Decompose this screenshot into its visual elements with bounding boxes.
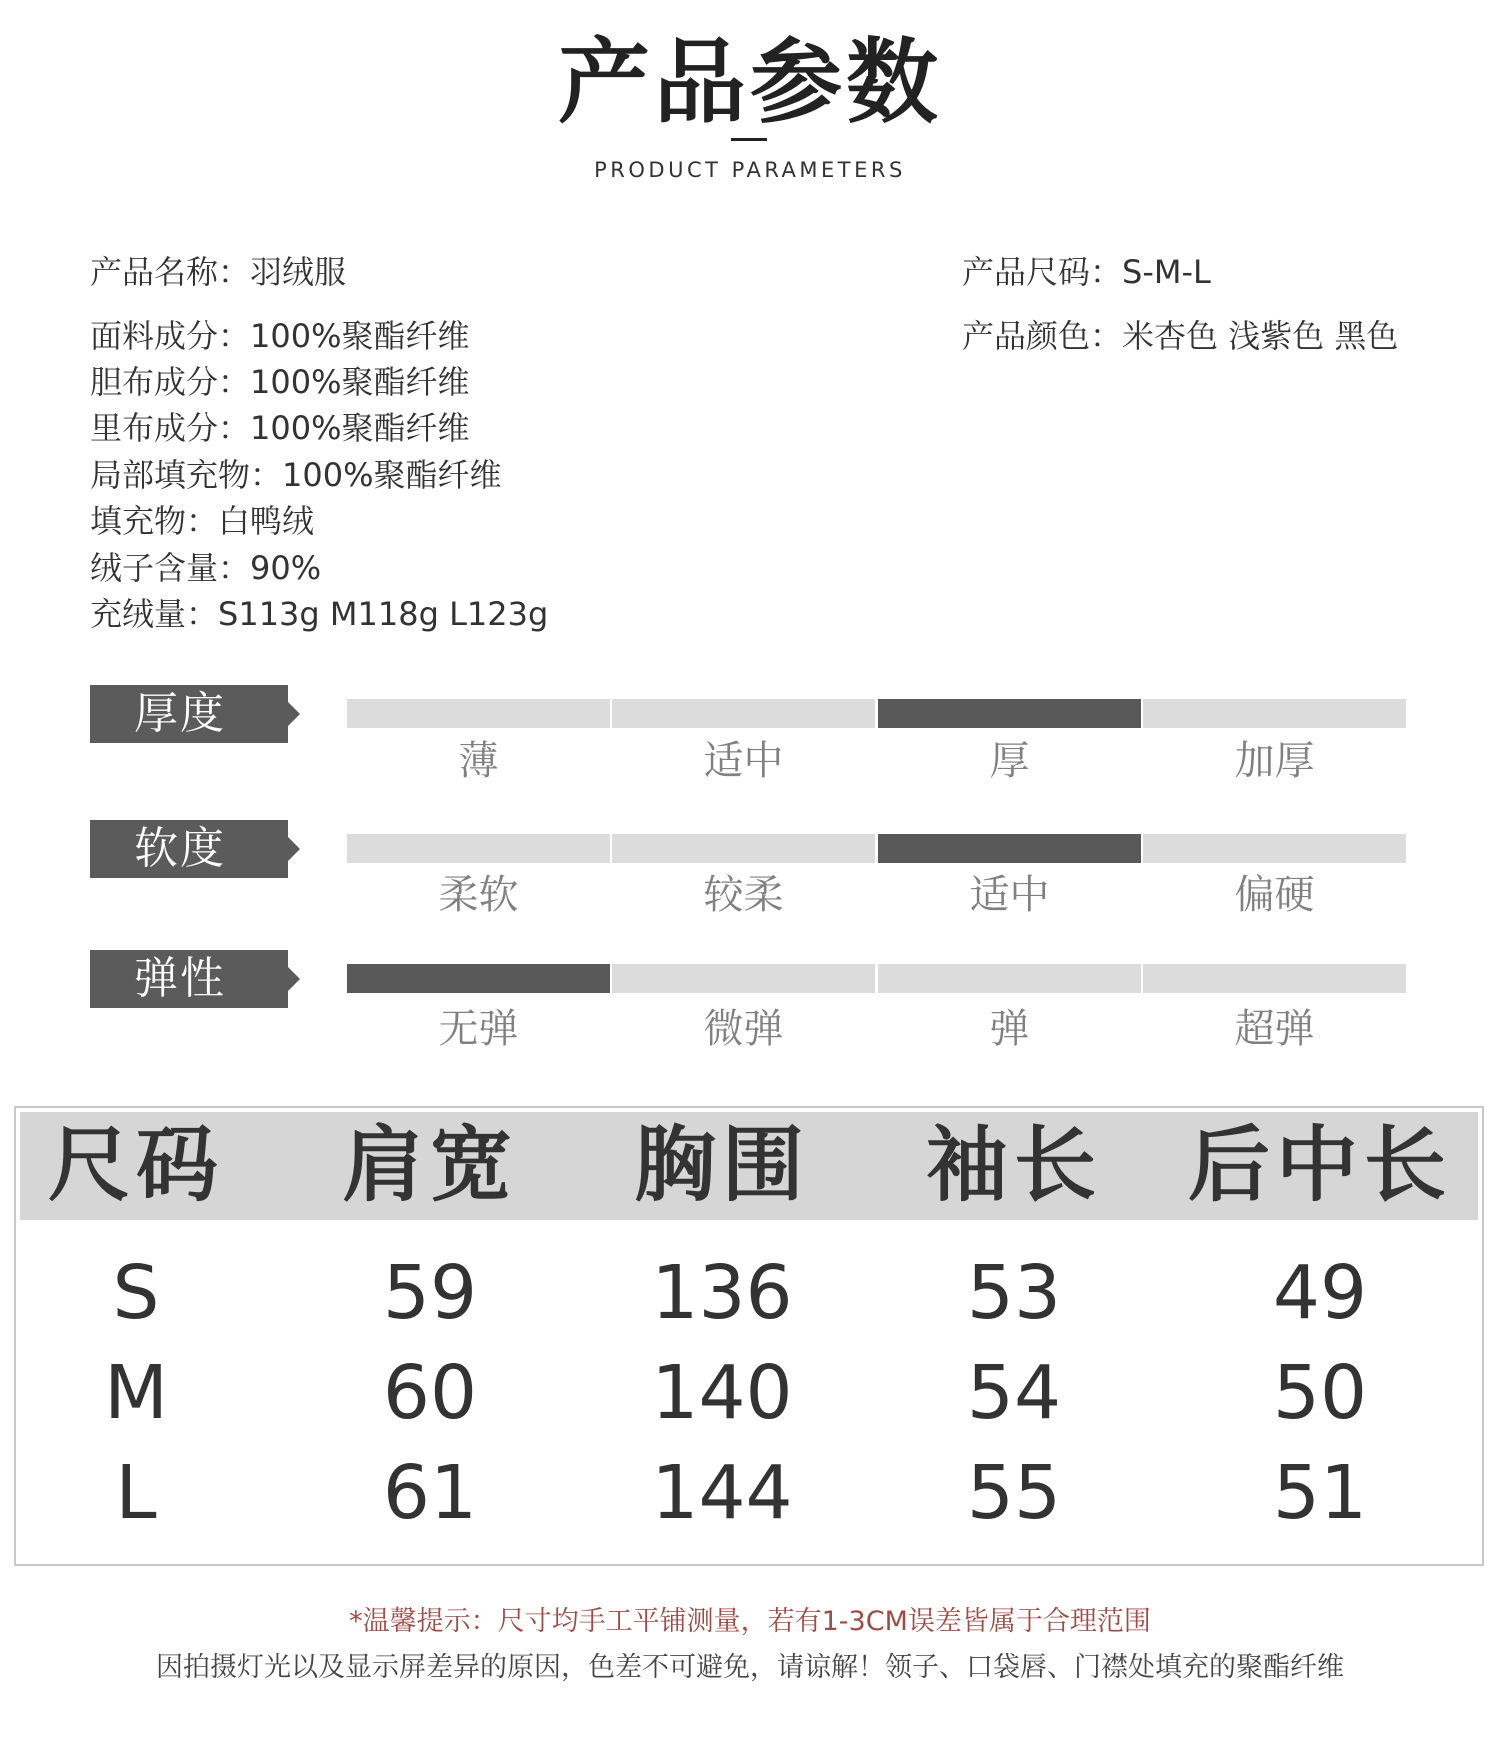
spec-key: 填充物： xyxy=(90,502,219,540)
rating-softness-label: 适中 xyxy=(969,872,1050,918)
page-title: 产品参数 xyxy=(557,29,942,136)
spec-partial-filling xyxy=(90,455,502,495)
rating-elasticity-segment xyxy=(347,964,610,993)
spec-value: S113g M118g L123g xyxy=(218,595,549,633)
rating-tag-thickness: 厚度 xyxy=(90,685,288,743)
size-table-cell: M xyxy=(104,1350,168,1436)
spec-key: 产品颜色： xyxy=(962,317,1123,355)
spec-product-name xyxy=(90,252,346,292)
size-table-cell: 55 xyxy=(966,1450,1062,1536)
size-table-header-shoulder: 肩宽 xyxy=(341,1118,518,1213)
size-table-cell: 61 xyxy=(382,1450,478,1536)
rating-thickness-segment xyxy=(347,699,610,728)
rating-elasticity-label: 超弹 xyxy=(1234,1006,1315,1052)
page-subtitle: PRODUCT PARAMETERS xyxy=(594,158,906,182)
spec-key: 局部填充物： xyxy=(90,456,283,494)
rating-thickness-label: 薄 xyxy=(458,738,499,784)
rating-softness-label: 柔软 xyxy=(438,872,519,918)
size-table-header-sleeve: 袖长 xyxy=(925,1118,1102,1213)
size-table-cell: 140 xyxy=(651,1350,793,1436)
spec-fabric xyxy=(90,316,470,356)
size-table-cell: 49 xyxy=(1272,1250,1368,1336)
size-table-cell: 59 xyxy=(382,1250,478,1336)
rating-elasticity-segment xyxy=(612,964,875,993)
rating-tag-softness: 软度 xyxy=(90,820,288,878)
spec-value: 100%聚酯纤维 xyxy=(250,409,470,447)
color-disclaimer: 因拍摄灯光以及显示屏差异的原因，色差不可避免，请谅解！领子、口袋唇、门襟处填充的聚酯纤维 xyxy=(156,1652,1344,1683)
rating-softness-segment xyxy=(1143,834,1406,863)
spec-filling xyxy=(90,501,314,541)
spec-colors xyxy=(962,316,1398,356)
spec-key: 绒子含量： xyxy=(90,549,251,587)
spec-value: 米杏色 浅紫色 黑色 xyxy=(1122,317,1399,355)
size-table-cell: 144 xyxy=(651,1450,793,1536)
rating-elasticity-segment xyxy=(878,964,1141,993)
rating-thickness-label: 厚 xyxy=(989,738,1030,784)
rating-softness-segment xyxy=(612,834,875,863)
spec-value: 100%聚酯纤维 xyxy=(250,363,470,401)
spec-key: 充绒量： xyxy=(90,595,219,633)
spec-key: 面料成分： xyxy=(90,317,251,355)
size-table-cell: L xyxy=(115,1450,157,1536)
spec-value: 白鸭绒 xyxy=(218,502,315,540)
spec-value: S-M-L xyxy=(1122,253,1211,291)
measurement-warning: *温馨提示：尺寸均手工平铺测量，若有1-3CM误差皆属于合理范围 xyxy=(349,1606,1151,1637)
rating-elasticity-label: 弹 xyxy=(989,1006,1030,1052)
spec-down-content xyxy=(90,548,321,588)
size-table-header-size: 尺码 xyxy=(47,1118,224,1213)
spec-inner-fabric xyxy=(90,362,470,402)
rating-thickness-segment xyxy=(878,699,1141,728)
rating-tag-elasticity: 弹性 xyxy=(90,950,288,1008)
spec-value: 100%聚酯纤维 xyxy=(250,317,470,355)
spec-value: 90% xyxy=(250,549,322,587)
rating-softness-label: 偏硬 xyxy=(1234,872,1315,918)
rating-thickness-label: 适中 xyxy=(703,738,784,784)
size-table-cell: 50 xyxy=(1272,1350,1368,1436)
size-table-header-back-length: 后中长 xyxy=(1187,1118,1452,1213)
size-table-cell: 54 xyxy=(966,1350,1062,1436)
rating-elasticity-segment xyxy=(1143,964,1406,993)
size-table-cell: S xyxy=(112,1250,160,1336)
rating-softness-label: 较柔 xyxy=(703,872,784,918)
rating-elasticity-label: 无弹 xyxy=(438,1006,519,1052)
spec-key: 产品名称： xyxy=(90,253,251,291)
rating-softness-segment xyxy=(347,834,610,863)
spec-key: 里布成分： xyxy=(90,409,251,447)
size-table-cell: 136 xyxy=(651,1250,793,1336)
rating-thickness-segment xyxy=(1143,699,1406,728)
spec-value: 100%聚酯纤维 xyxy=(282,456,502,494)
rating-thickness-segment xyxy=(612,699,875,728)
size-table-header-chest: 胸围 xyxy=(633,1118,810,1213)
spec-key: 产品尺码： xyxy=(962,253,1123,291)
size-table-cell: 51 xyxy=(1272,1450,1368,1536)
rating-softness-segment xyxy=(878,834,1141,863)
size-table-cell: 53 xyxy=(966,1250,1062,1336)
spec-sizes xyxy=(962,252,1211,292)
rating-elasticity-label: 微弹 xyxy=(703,1006,784,1052)
rating-thickness-label: 加厚 xyxy=(1234,738,1315,784)
size-table-cell: 60 xyxy=(382,1350,478,1436)
spec-fill-weight xyxy=(90,594,548,634)
spec-value: 羽绒服 xyxy=(250,253,347,291)
spec-lining xyxy=(90,408,470,448)
spec-key: 胆布成分： xyxy=(90,363,251,401)
title-rule xyxy=(731,138,767,141)
